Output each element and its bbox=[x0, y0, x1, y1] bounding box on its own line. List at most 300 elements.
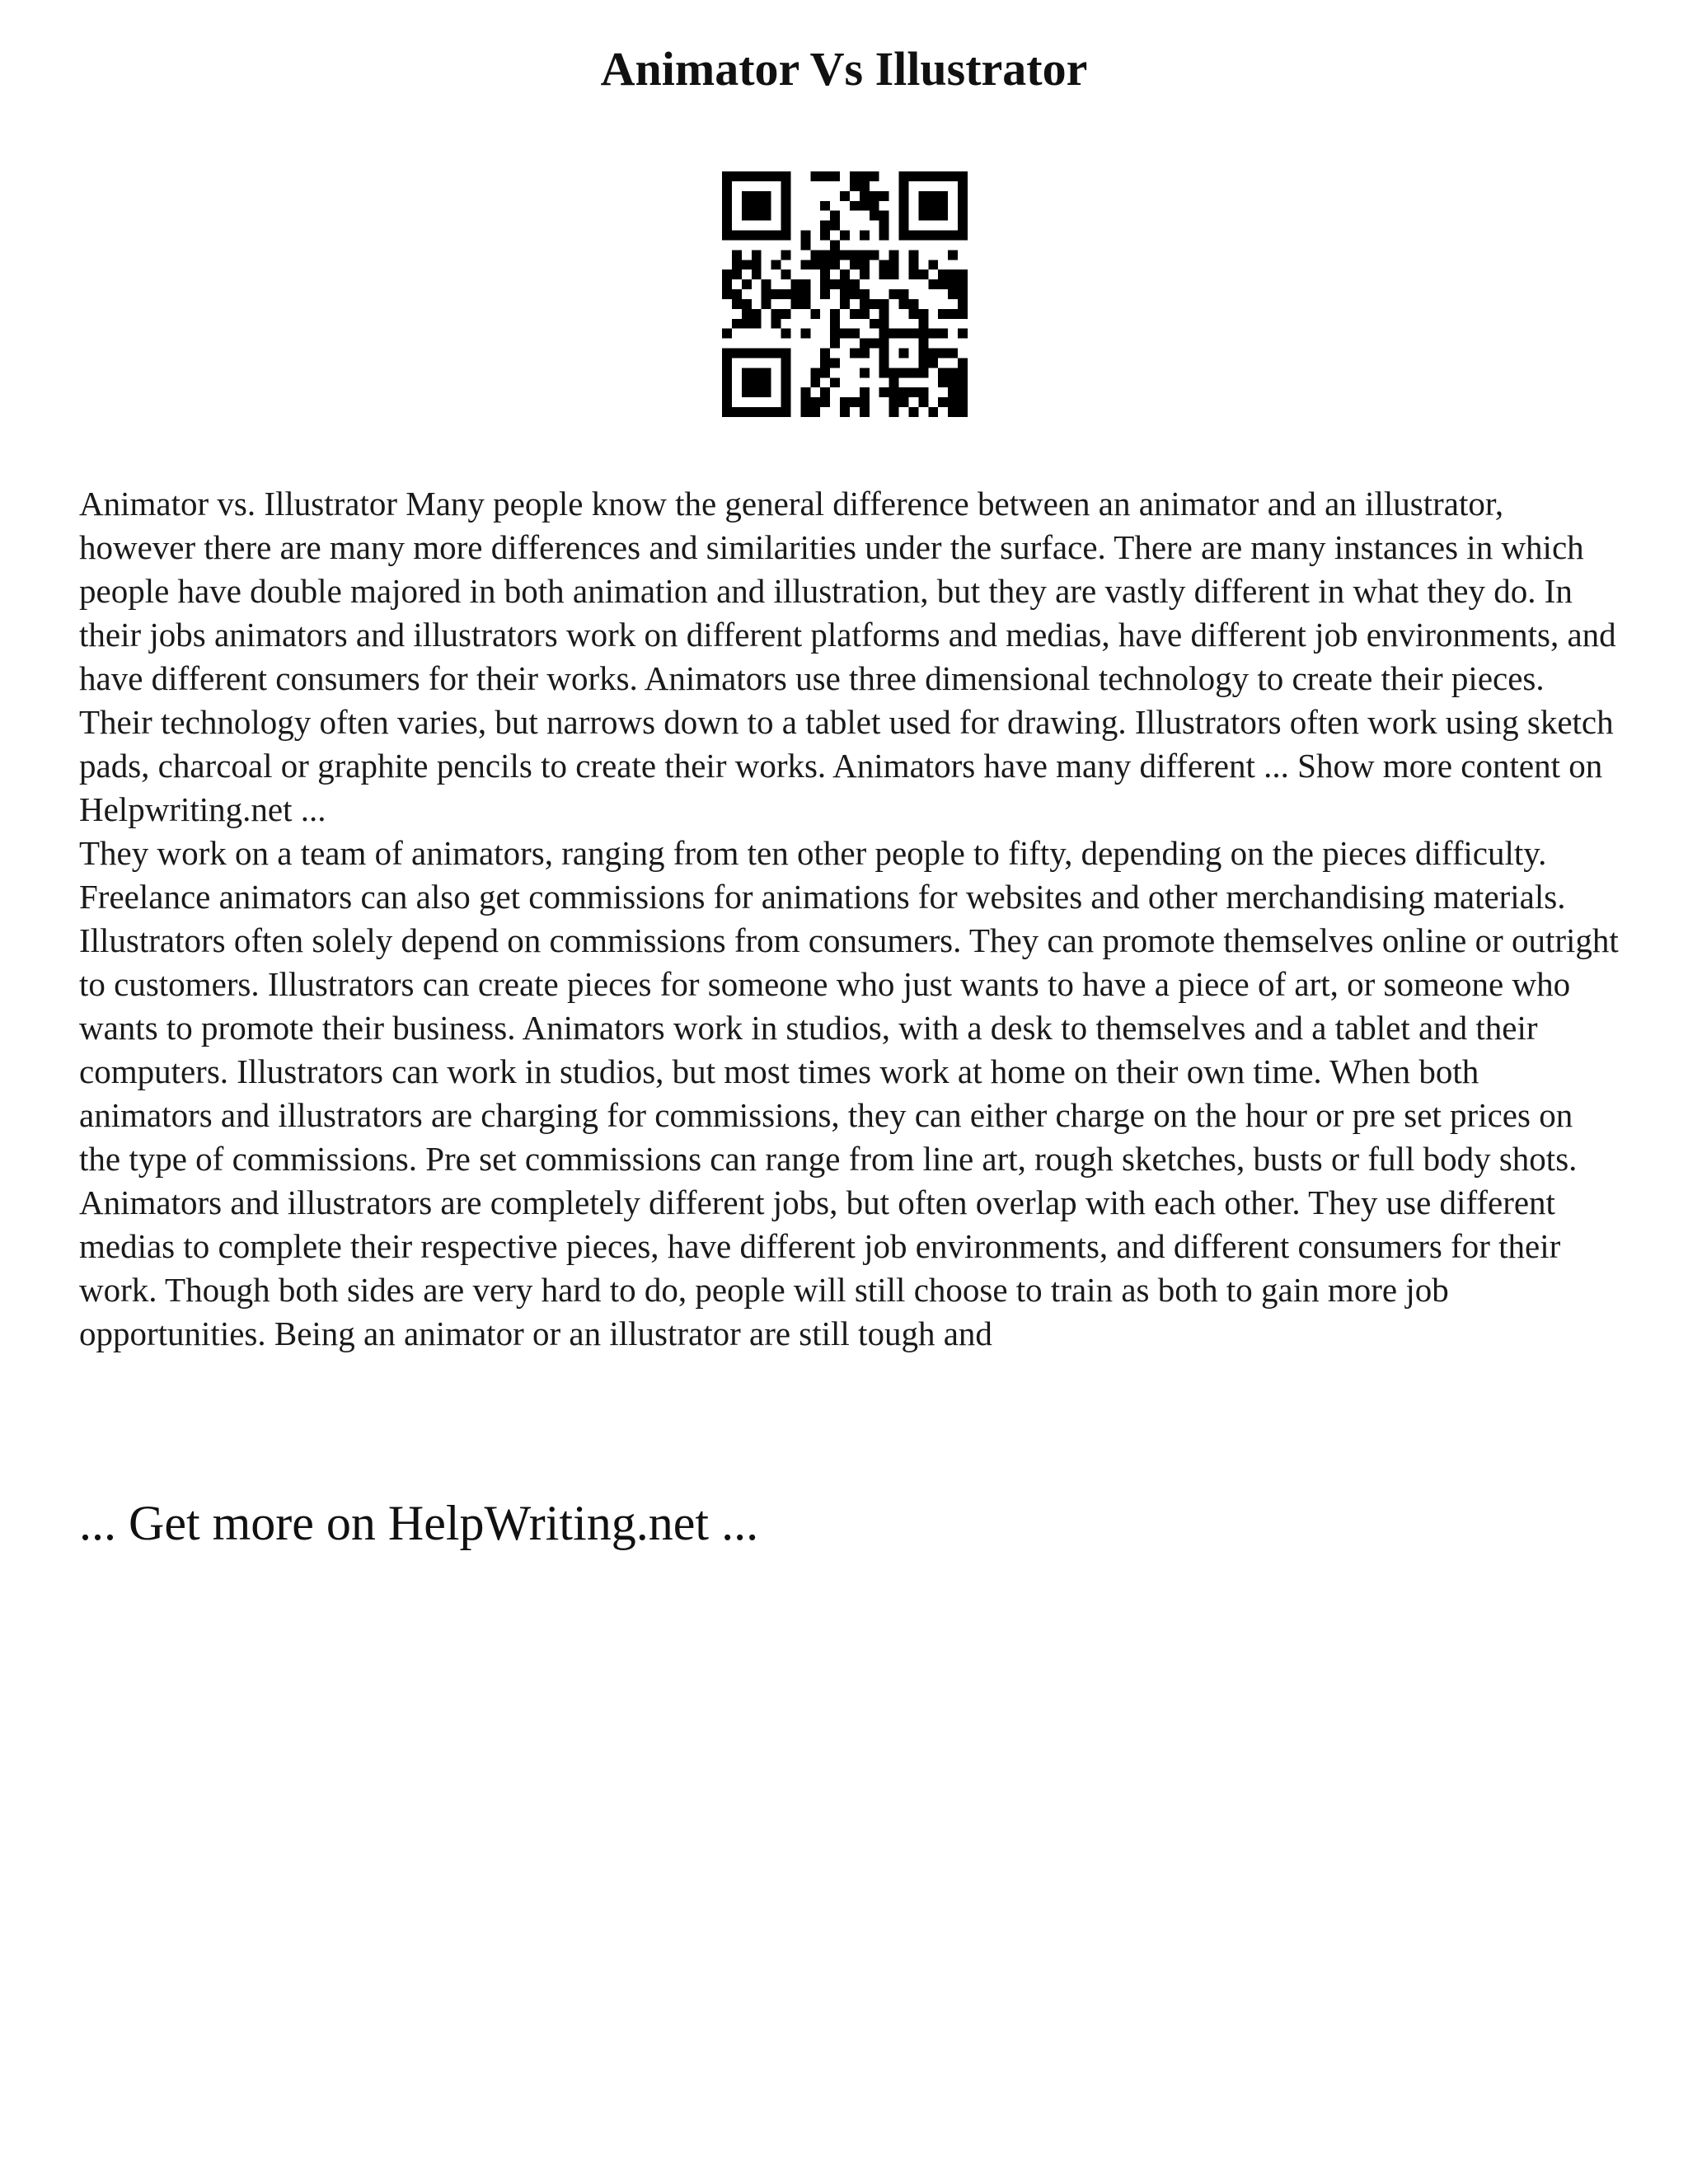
qr-module bbox=[840, 289, 850, 299]
qr-module bbox=[781, 201, 791, 211]
qr-module bbox=[928, 211, 938, 221]
qr-module bbox=[938, 279, 948, 289]
qr-module bbox=[742, 211, 752, 221]
qr-module bbox=[908, 368, 918, 377]
qr-module bbox=[918, 319, 928, 329]
qr-module bbox=[850, 279, 860, 289]
qr-module bbox=[820, 221, 830, 231]
qr-module bbox=[908, 260, 918, 269]
qr-module bbox=[732, 349, 742, 359]
qr-module bbox=[938, 309, 948, 319]
qr-module bbox=[870, 250, 879, 260]
paragraph: Animator vs. Illustrator Many people know the general difference between an animator and an illustrator, however there are many more differences and similarities under the surface. There are many instances in which people have double majored in both animation and illustration, but they are vastly different in what they do. In their jobs animators and illustrators work on different platforms and medias, have different job environments, and have different consumers for their works. Animators use three dimensional technology to create their pieces. Their technology often varies, but narrows down to a tablet used for drawing. Illustrators often work using sketch pads, charcoal or graphite pencils to create their works. Animators have many different ... Show more content on Helpwriting.net ... bbox=[79, 485, 1616, 828]
qr-module bbox=[870, 319, 879, 329]
qr-module bbox=[752, 211, 762, 221]
qr-module bbox=[870, 171, 879, 181]
qr-module bbox=[870, 299, 879, 309]
qr-module bbox=[742, 279, 752, 289]
qr-module bbox=[860, 171, 870, 181]
qr-module bbox=[918, 349, 928, 359]
qr-module bbox=[948, 377, 958, 387]
qr-module bbox=[879, 309, 889, 319]
qr-module bbox=[742, 171, 752, 181]
qr-module bbox=[762, 407, 771, 417]
qr-module bbox=[742, 407, 752, 417]
qr-module bbox=[899, 201, 909, 211]
qr-module bbox=[928, 407, 938, 417]
qr-module bbox=[800, 279, 810, 289]
qr-module bbox=[948, 279, 958, 289]
qr-module bbox=[752, 309, 762, 319]
qr-module bbox=[889, 289, 899, 299]
qr-module bbox=[850, 397, 860, 407]
qr-module bbox=[899, 387, 909, 397]
qr-module bbox=[938, 171, 948, 181]
get-more-link[interactable]: ... Get more on HelpWriting.net ... bbox=[79, 1496, 759, 1550]
qr-module bbox=[722, 397, 732, 407]
qr-module bbox=[722, 201, 732, 211]
qr-module bbox=[899, 181, 909, 191]
qr-module bbox=[752, 377, 762, 387]
qr-module bbox=[958, 397, 968, 407]
qr-module bbox=[958, 191, 968, 201]
qr-module bbox=[781, 349, 791, 359]
qr-module bbox=[908, 269, 918, 279]
qr-module bbox=[800, 289, 810, 299]
qr-module bbox=[781, 191, 791, 201]
qr-module bbox=[879, 221, 889, 231]
qr-module bbox=[889, 269, 899, 279]
qr-module bbox=[722, 211, 732, 221]
qr-module bbox=[830, 339, 840, 349]
qr-module bbox=[948, 397, 958, 407]
qr-module bbox=[752, 319, 762, 329]
qr-module bbox=[752, 231, 762, 241]
qr-module bbox=[810, 407, 820, 417]
qr-module bbox=[918, 191, 928, 201]
qr-module bbox=[850, 171, 860, 181]
qr-module bbox=[771, 260, 781, 269]
qr-module bbox=[899, 349, 909, 359]
qr-module bbox=[958, 171, 968, 181]
qr-module bbox=[722, 269, 732, 279]
qr-module bbox=[879, 329, 889, 339]
qr-module bbox=[781, 181, 791, 191]
qr-module bbox=[790, 299, 800, 309]
qr-module bbox=[830, 221, 840, 231]
qr-module bbox=[762, 171, 771, 181]
qr-module bbox=[948, 231, 958, 241]
qr-module bbox=[879, 269, 889, 279]
qr-module bbox=[889, 407, 899, 417]
qr-module bbox=[752, 269, 762, 279]
qr-module bbox=[732, 299, 742, 309]
qr-module bbox=[742, 201, 752, 211]
qr-module bbox=[830, 211, 840, 221]
qr-module bbox=[850, 181, 860, 191]
qr-module bbox=[860, 339, 870, 349]
qr-module bbox=[928, 349, 938, 359]
qr-module bbox=[889, 387, 899, 397]
qr-module bbox=[752, 171, 762, 181]
qr-module bbox=[948, 289, 958, 299]
qr-module bbox=[771, 349, 781, 359]
qr-module bbox=[908, 309, 918, 319]
qr-module bbox=[722, 171, 732, 181]
qr-module bbox=[771, 171, 781, 181]
qr-module bbox=[870, 191, 879, 201]
qr-module bbox=[908, 250, 918, 260]
qr-module bbox=[840, 279, 850, 289]
qr-module bbox=[810, 377, 820, 387]
qr-module bbox=[800, 231, 810, 241]
qr-module bbox=[830, 240, 840, 250]
qr-module bbox=[742, 377, 752, 387]
qr-module bbox=[840, 407, 850, 417]
qr-module bbox=[762, 377, 771, 387]
qr-module bbox=[820, 368, 830, 377]
qr-module bbox=[752, 407, 762, 417]
qr-module bbox=[800, 387, 810, 397]
qr-module bbox=[800, 397, 810, 407]
qr-module bbox=[899, 231, 909, 241]
qr-module bbox=[752, 201, 762, 211]
qr-module bbox=[771, 309, 781, 319]
qr-module bbox=[958, 211, 968, 221]
qr-module bbox=[870, 339, 879, 349]
page-title: Animator Vs Illustrator bbox=[600, 42, 1088, 96]
qr-module bbox=[860, 349, 870, 359]
qr-module bbox=[879, 231, 889, 241]
qr-module bbox=[889, 260, 899, 269]
qr-module bbox=[840, 397, 850, 407]
qr-module bbox=[840, 329, 850, 339]
qr-module bbox=[732, 171, 742, 181]
qr-code-icon[interactable] bbox=[722, 171, 968, 417]
qr-module bbox=[781, 358, 791, 368]
qr-module bbox=[722, 329, 732, 339]
qr-module bbox=[742, 319, 752, 329]
qr-module bbox=[820, 279, 830, 289]
qr-module bbox=[722, 377, 732, 387]
qr-module bbox=[752, 349, 762, 359]
qr-module bbox=[850, 260, 860, 269]
qr-module bbox=[889, 397, 899, 407]
qr-module bbox=[820, 260, 830, 269]
qr-module bbox=[850, 201, 860, 211]
qr-module bbox=[781, 211, 791, 221]
qr-module bbox=[830, 260, 840, 269]
qr-module bbox=[860, 260, 870, 269]
qr-module bbox=[908, 387, 918, 397]
qr-module bbox=[928, 231, 938, 241]
qr-module bbox=[732, 407, 742, 417]
qr-module bbox=[810, 171, 820, 181]
qr-module bbox=[771, 407, 781, 417]
qr-module bbox=[928, 191, 938, 201]
qr-module bbox=[948, 171, 958, 181]
qr-module bbox=[850, 289, 860, 299]
qr-module bbox=[781, 397, 791, 407]
qr-module bbox=[830, 377, 840, 387]
qr-module bbox=[840, 269, 850, 279]
qr-module bbox=[860, 289, 870, 299]
qr-module bbox=[958, 377, 968, 387]
qr-module bbox=[762, 191, 771, 201]
qr-module bbox=[918, 358, 928, 368]
qr-module bbox=[810, 368, 820, 377]
qr-module bbox=[860, 299, 870, 309]
qr-module bbox=[860, 387, 870, 397]
qr-module bbox=[810, 260, 820, 269]
qr-module bbox=[958, 407, 968, 417]
qr-module bbox=[781, 231, 791, 241]
qr-module bbox=[948, 269, 958, 279]
qr-module bbox=[899, 211, 909, 221]
qr-module bbox=[762, 368, 771, 377]
qr-module bbox=[860, 250, 870, 260]
qr-module bbox=[742, 349, 752, 359]
qr-module bbox=[879, 299, 889, 309]
qr-module bbox=[722, 181, 732, 191]
qr-module bbox=[722, 191, 732, 201]
qr-module bbox=[958, 299, 968, 309]
qr-module bbox=[742, 260, 752, 269]
qr-module bbox=[958, 289, 968, 299]
qr-module bbox=[762, 349, 771, 359]
qr-module bbox=[870, 201, 879, 211]
qr-module bbox=[860, 309, 870, 319]
qr-module bbox=[958, 279, 968, 289]
qr-module bbox=[820, 201, 830, 211]
qr-module bbox=[820, 289, 830, 299]
qr-module bbox=[850, 250, 860, 260]
qr-module bbox=[810, 397, 820, 407]
qr-module bbox=[948, 407, 958, 417]
qr-module bbox=[722, 387, 732, 397]
qr-module bbox=[800, 299, 810, 309]
qr-module bbox=[742, 387, 752, 397]
qr-module bbox=[732, 269, 742, 279]
qr-module bbox=[958, 329, 968, 339]
qr-module bbox=[958, 309, 968, 319]
qr-module bbox=[918, 368, 928, 377]
qr-module bbox=[722, 358, 732, 368]
qr-module bbox=[879, 349, 889, 359]
qr-module bbox=[810, 250, 820, 260]
qr-module bbox=[742, 191, 752, 201]
qr-module bbox=[889, 377, 899, 387]
qr-module bbox=[918, 329, 928, 339]
qr-module bbox=[958, 201, 968, 211]
qr-module bbox=[879, 358, 889, 368]
qr-module bbox=[820, 250, 830, 260]
qr-module bbox=[879, 387, 889, 397]
qr-module bbox=[732, 231, 742, 241]
qr-module bbox=[722, 349, 732, 359]
qr-module bbox=[948, 309, 958, 319]
qr-module bbox=[928, 260, 938, 269]
qr-module bbox=[752, 191, 762, 201]
qr-module bbox=[820, 231, 830, 241]
qr-module bbox=[879, 368, 889, 377]
qr-module bbox=[820, 171, 830, 181]
qr-module bbox=[899, 299, 909, 309]
qr-module bbox=[860, 181, 870, 191]
qr-module bbox=[830, 171, 840, 181]
qr-module bbox=[830, 309, 840, 319]
qr-module bbox=[830, 250, 840, 260]
qr-module bbox=[879, 191, 889, 201]
qr-module bbox=[899, 221, 909, 231]
qr-module bbox=[948, 349, 958, 359]
qr-module bbox=[820, 358, 830, 368]
qr-module bbox=[908, 299, 918, 309]
qr-module bbox=[830, 329, 840, 339]
qr-module bbox=[781, 368, 791, 377]
qr-module bbox=[722, 368, 732, 377]
qr-module bbox=[918, 387, 928, 397]
qr-module bbox=[918, 211, 928, 221]
qr-module bbox=[958, 221, 968, 231]
qr-module bbox=[722, 289, 732, 299]
qr-module bbox=[830, 319, 840, 329]
qr-module bbox=[899, 329, 909, 339]
qr-module bbox=[899, 289, 909, 299]
qr-module bbox=[889, 250, 899, 260]
qr-module bbox=[800, 240, 810, 250]
qr-module bbox=[918, 231, 928, 241]
qr-module bbox=[781, 329, 791, 339]
qr-module bbox=[958, 358, 968, 368]
qr-module bbox=[722, 407, 732, 417]
qr-module bbox=[958, 181, 968, 191]
article-body bbox=[79, 482, 1620, 1356]
qr-module bbox=[908, 231, 918, 241]
qr-module bbox=[781, 221, 791, 231]
qr-module bbox=[752, 368, 762, 377]
qr-module bbox=[899, 171, 909, 181]
qr-module bbox=[800, 329, 810, 339]
qr-module bbox=[948, 387, 958, 397]
qr-module bbox=[781, 407, 791, 417]
qr-module bbox=[800, 260, 810, 269]
qr-module bbox=[781, 289, 791, 299]
qr-module bbox=[938, 349, 948, 359]
qr-module bbox=[948, 250, 958, 260]
qr-module bbox=[762, 289, 771, 299]
qr-module bbox=[742, 368, 752, 377]
qr-module bbox=[722, 221, 732, 231]
qr-module bbox=[889, 368, 899, 377]
qr-module bbox=[781, 250, 791, 260]
qr-module bbox=[781, 387, 791, 397]
qr-module bbox=[918, 171, 928, 181]
qr-module bbox=[850, 329, 860, 339]
qr-module bbox=[722, 279, 732, 289]
qr-module bbox=[732, 250, 742, 260]
qr-module bbox=[879, 211, 889, 221]
qr-module bbox=[771, 319, 781, 329]
qr-module bbox=[840, 299, 850, 309]
qr-module bbox=[781, 269, 791, 279]
qr-module bbox=[762, 279, 771, 289]
qr-module bbox=[938, 377, 948, 387]
qr-module bbox=[870, 211, 879, 221]
qr-module bbox=[938, 397, 948, 407]
qr-module bbox=[928, 358, 938, 368]
qr-module bbox=[899, 397, 909, 407]
qr-code-graphic bbox=[722, 171, 968, 417]
qr-module bbox=[958, 231, 968, 241]
qr-module bbox=[938, 231, 948, 241]
qr-module bbox=[790, 289, 800, 299]
qr-module bbox=[860, 191, 870, 201]
qr-module bbox=[850, 349, 860, 359]
qr-module bbox=[752, 260, 762, 269]
qr-module bbox=[762, 211, 771, 221]
qr-module bbox=[928, 171, 938, 181]
paragraph: They work on a team of animators, ranging from ten other people to fifty, depending on the pieces difficulty. Freelance animators can also get commissions for animations for websites and other merchandising materials. Illustrators often solely depend on commissions from consumers. They can promote themselves online or outright to customers. Illustrators can create pieces for someone who just wants to have a piece of art, or someone who wants to promote their business. Animators work in studios, with a desk to themselves and a tablet and their computers. Illustrators can work in studios, but most times work at home on their own time. When both animators and illustrators are charging for commissions, they can either charge on the hour or pre set prices on the type of commissions. Pre set commissions can range from line art, rough sketches, busts or full body shots. Animators and illustrators are completely different jobs, but often overlap with each other. They use different medias to complete their respective pieces, have different job environments, and different consumers for their work. Though both sides are very hard to do, people will still choose to train as both to gain more job opportunities. Being an animator or an illustrator are still tough and bbox=[79, 834, 1619, 1352]
qr-module bbox=[732, 319, 742, 329]
qr-module bbox=[938, 368, 948, 377]
qr-module bbox=[899, 191, 909, 201]
qr-module bbox=[860, 368, 870, 377]
qr-module bbox=[762, 299, 771, 309]
qr-module bbox=[800, 407, 810, 417]
qr-module bbox=[752, 250, 762, 260]
qr-module bbox=[790, 279, 800, 289]
qr-module bbox=[781, 171, 791, 181]
qr-module bbox=[908, 329, 918, 339]
qr-module bbox=[830, 279, 840, 289]
qr-module bbox=[938, 201, 948, 211]
qr-module bbox=[781, 377, 791, 387]
qr-module bbox=[860, 397, 870, 407]
qr-module bbox=[938, 191, 948, 201]
qr-module bbox=[820, 349, 830, 359]
qr-module bbox=[860, 201, 870, 211]
qr-module bbox=[820, 387, 830, 397]
qr-module bbox=[840, 231, 850, 241]
qr-module bbox=[918, 269, 928, 279]
qr-module bbox=[908, 171, 918, 181]
qr-module bbox=[860, 407, 870, 417]
qr-module bbox=[722, 231, 732, 241]
qr-module bbox=[879, 339, 889, 349]
qr-module bbox=[938, 329, 948, 339]
qr-module bbox=[958, 387, 968, 397]
qr-module bbox=[928, 329, 938, 339]
qr-module bbox=[742, 231, 752, 241]
qr-module bbox=[879, 319, 889, 329]
qr-module bbox=[889, 329, 899, 339]
qr-module bbox=[840, 191, 850, 201]
qr-module bbox=[830, 358, 840, 368]
qr-module bbox=[938, 269, 948, 279]
qr-module bbox=[752, 387, 762, 397]
qr-module bbox=[918, 339, 928, 349]
qr-module bbox=[879, 260, 889, 269]
qr-module bbox=[918, 397, 928, 407]
qr-module bbox=[860, 269, 870, 279]
qr-module bbox=[899, 368, 909, 377]
qr-module bbox=[938, 211, 948, 221]
qr-module bbox=[928, 201, 938, 211]
qr-module bbox=[781, 309, 791, 319]
qr-module bbox=[820, 269, 830, 279]
qr-module bbox=[860, 231, 870, 241]
